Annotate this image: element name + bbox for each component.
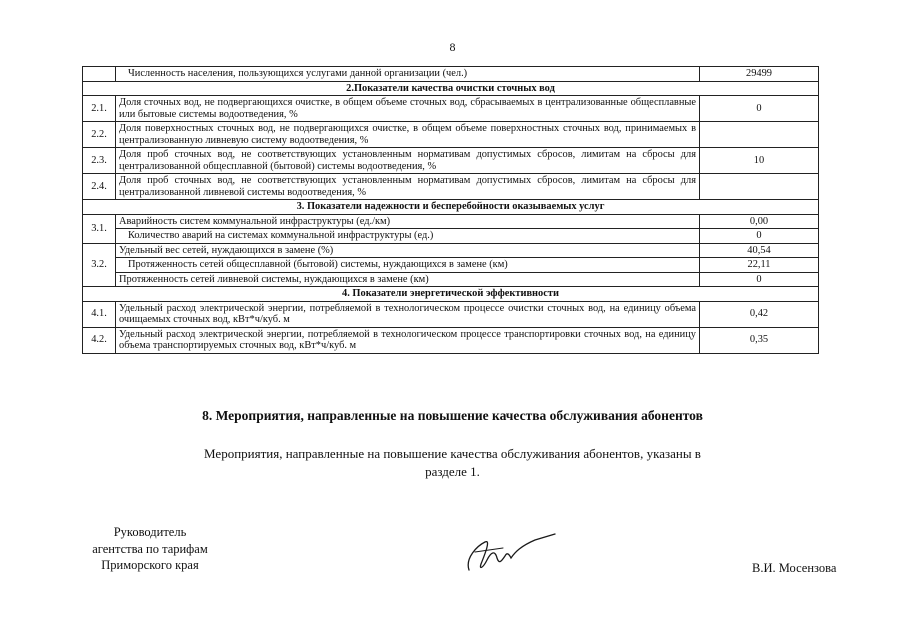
indicator-description: Доля проб сточных вод, не соответствующих установленным нормативам допустимых сбросов, лимитам на сбросы для централизованной общесплавной (бытовой) системы водоотведения, %	[116, 148, 700, 174]
table-row	[83, 214, 819, 229]
section-heading: 8. Мероприятия, направленные на повышение качества обслуживания абонентов	[202, 408, 703, 423]
table-row	[83, 301, 819, 327]
table-row	[83, 122, 819, 148]
indicator-value: 0	[700, 229, 819, 244]
table-row	[83, 327, 819, 353]
section-row	[83, 287, 819, 302]
indicator-value: 0,35	[700, 327, 819, 353]
row-number: 2.1.	[83, 96, 116, 122]
indicator-description: Протяженность сетей общесплавной (бытовой) системы, нуждающихся в замене (км)	[116, 258, 700, 273]
handwritten-signature-icon	[455, 528, 565, 578]
indicator-description: Численность населения, пользующихся услугами данной организации (чел.)	[116, 67, 700, 82]
table-row	[83, 148, 819, 174]
indicator-description: Количество аварий на системах коммунальной инфраструктуры (ед.)	[116, 229, 700, 244]
indicator-value: 29499	[700, 67, 819, 82]
section-row	[83, 81, 819, 96]
section-title: 3. Показатели надежности и бесперебойности оказываемых услуг	[83, 200, 819, 215]
row-number: 4.1.	[83, 301, 116, 327]
signer-title-line: Руководитель	[113, 525, 187, 539]
row-number: 3.2.	[83, 243, 116, 287]
row-number: 2.3.	[83, 148, 116, 174]
indicators-table-body	[83, 67, 819, 354]
row-number: 2.4.	[83, 174, 116, 200]
indicator-value: 0,00	[700, 214, 819, 229]
table-row	[83, 174, 819, 200]
indicator-description: Удельный расход электрической энергии, потребляемой в технологическом процессе очистки сточных вод, на единицу объема очищаемых сточных вод, кВт*ч/куб. м	[116, 301, 700, 327]
table-row	[83, 96, 819, 122]
table-row	[83, 272, 819, 287]
indicators-table	[82, 66, 819, 354]
table-row	[83, 243, 819, 258]
page-number: 8	[449, 40, 456, 54]
section-title: 4. Показатели энергетической эффективности	[83, 287, 819, 302]
indicator-description: Доля проб сточных вод, не соответствующих установленным нормативам допустимых сбросов, лимитам на сбросы для централизованной ливневой системы водоотведения, %	[116, 174, 700, 200]
row-number: 4.2.	[83, 327, 116, 353]
indicator-value	[700, 122, 819, 148]
signer-title-line: Приморского края	[101, 558, 199, 572]
table-row	[83, 67, 819, 82]
row-number	[83, 67, 116, 82]
section-row	[83, 200, 819, 215]
indicator-value: 0	[700, 272, 819, 287]
indicator-description: Аварийность систем коммунальной инфраструктуры (ед./км)	[116, 214, 700, 229]
signer-name: В.И. Мосензова	[752, 561, 837, 575]
table-row	[83, 258, 819, 273]
indicator-value: 0,42	[700, 301, 819, 327]
indicator-value: 10	[700, 148, 819, 174]
signer-title	[70, 524, 230, 574]
indicator-value: 0	[700, 96, 819, 122]
indicator-description: Удельный расход электрической энергии, потребляемой в технологическом процессе транспортировки сточных вод, на единицу объема транспортируемых сточных вод, кВт*ч/куб. м	[116, 327, 700, 353]
row-number: 3.1.	[83, 214, 116, 243]
signer-title-line: агентства по тарифам	[92, 541, 208, 556]
indicator-value: 22,11	[700, 258, 819, 273]
indicator-value: 40,54	[700, 243, 819, 258]
indicator-description: Удельный вес сетей, нуждающихся в замене (%)	[116, 243, 700, 258]
indicator-value	[700, 174, 819, 200]
section-paragraph: Мероприятия, направленные на повышение качества обслуживания абонентов, указаны в разделе 1.	[204, 446, 701, 479]
row-number: 2.2.	[83, 122, 116, 148]
indicator-description: Доля поверхностных сточных вод, не подвергающихся очистке, в общем объеме поверхностных сточных вод, принимаемых в централизованную ливневую систему водоотведения, %	[116, 122, 700, 148]
section-title: 2.Показатели качества очистки сточных вод	[83, 81, 819, 96]
indicator-description: Протяженность сетей ливневой системы, нуждающихся в замене (км)	[116, 272, 700, 287]
indicator-description: Доля сточных вод, не подвергающихся очистке, в общем объеме сточных вод, сбрасываемых в централизованные общесплавные или бытовые системы водоотведения, %	[116, 96, 700, 122]
table-row	[83, 229, 819, 244]
